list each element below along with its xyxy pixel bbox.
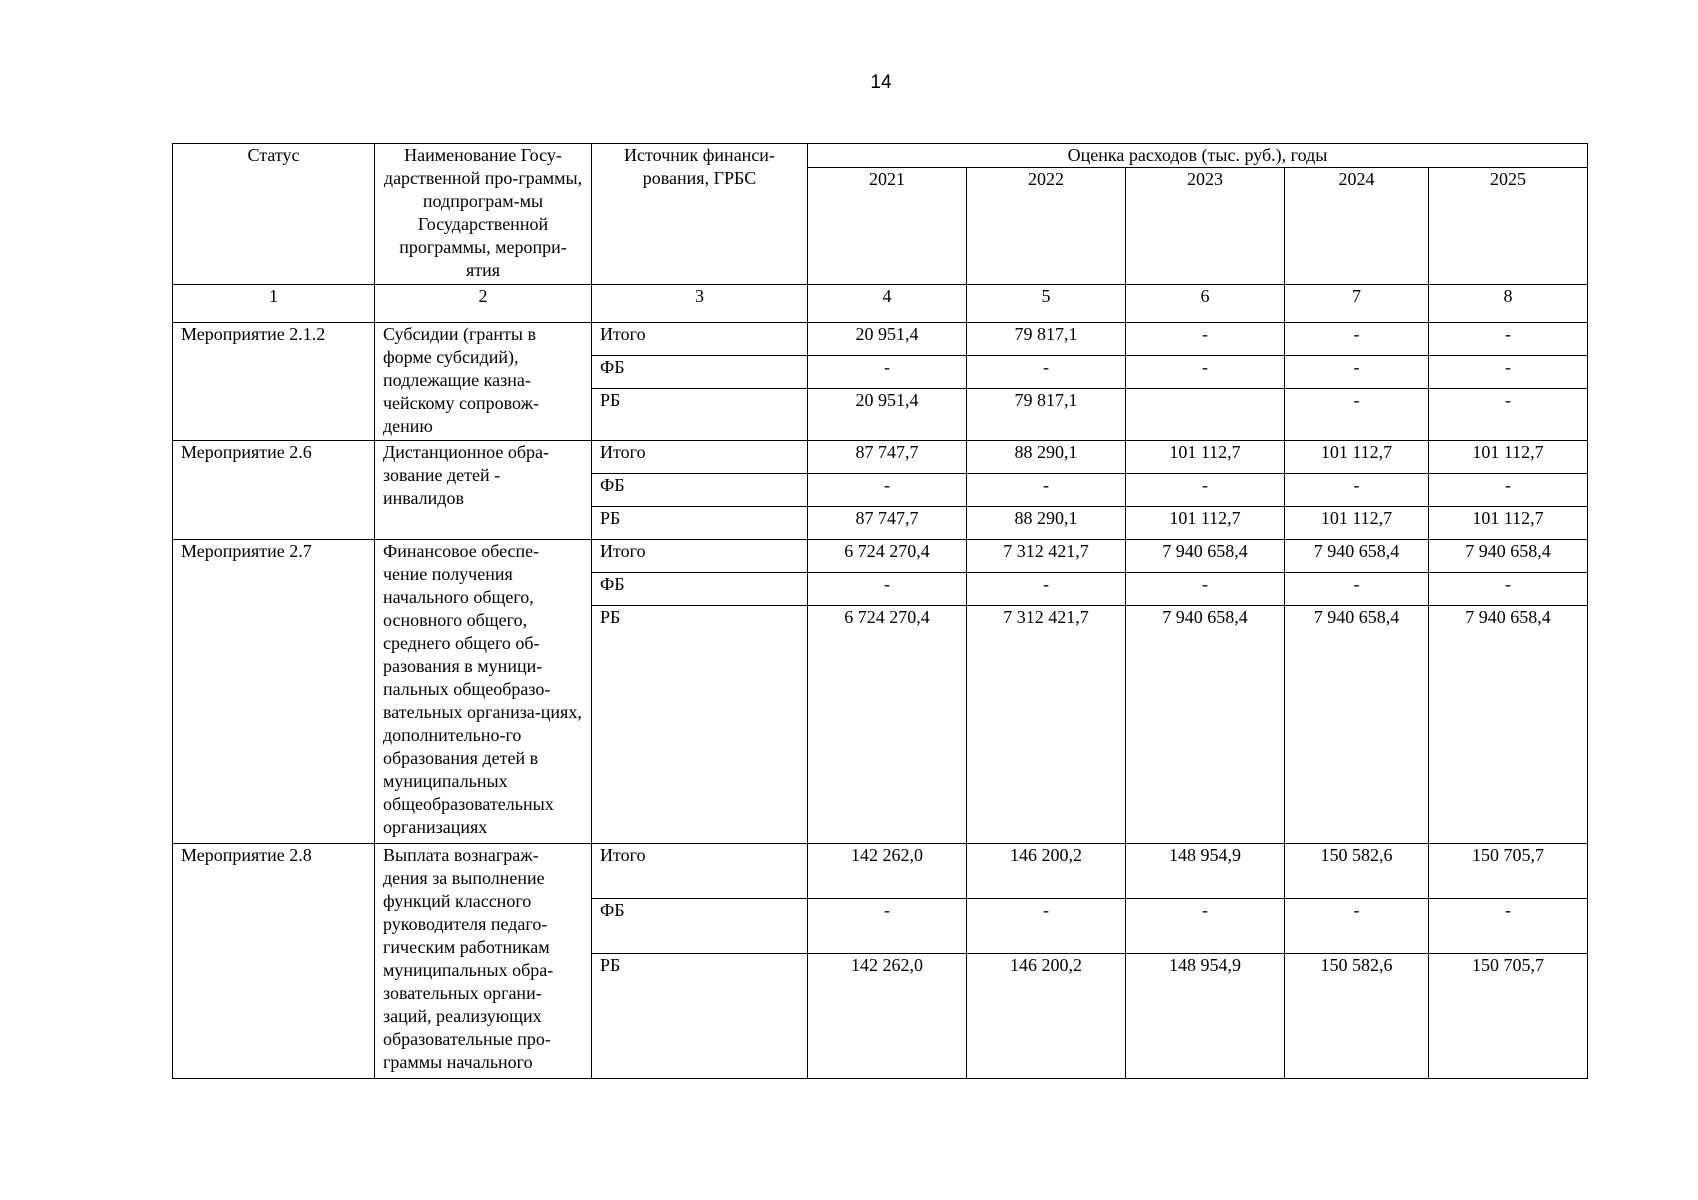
row-value: 7 940 658,4 [1126, 540, 1285, 573]
row-source: ФБ [592, 899, 808, 954]
row-name: Финансовое обеспе-чение получения начального общего, основного общего, среднего общего об-разования в муници-пальных общеобразо-вательных организа-циях, дополнительно-го образования детей в муниципальных общеобразовательных организациях [375, 540, 592, 844]
header-row [173, 144, 1588, 168]
row-value: 7 940 658,4 [1126, 606, 1285, 844]
row-value: 20 951,4 [808, 323, 967, 356]
row-value: 87 747,7 [808, 441, 967, 474]
table-row [173, 441, 1588, 474]
header-year: 2024 [1285, 168, 1429, 285]
column-number: 6 [1126, 285, 1285, 323]
column-number: 2 [375, 285, 592, 323]
row-value: - [1285, 573, 1429, 606]
row-name: Субсидии (гранты в форме субсидий), подлежащие казна-чейскому сопровож-дению [375, 323, 592, 441]
row-value: 146 200,2 [967, 844, 1126, 899]
budget-table [172, 143, 1588, 1079]
row-value: 101 112,7 [1429, 507, 1588, 540]
row-value: 150 705,7 [1429, 954, 1588, 1079]
row-value: - [967, 899, 1126, 954]
row-value: - [967, 573, 1126, 606]
row-value: 79 817,1 [967, 323, 1126, 356]
row-value: - [1285, 356, 1429, 389]
row-value: 7 940 658,4 [1285, 540, 1429, 573]
row-value: 101 112,7 [1429, 441, 1588, 474]
row-value: 142 262,0 [808, 954, 967, 1079]
row-source: Итого [592, 441, 808, 474]
row-value: - [1429, 323, 1588, 356]
row-value: - [1126, 573, 1285, 606]
row-source: РБ [592, 606, 808, 844]
row-value: - [1126, 356, 1285, 389]
row-value: 6 724 270,4 [808, 540, 967, 573]
row-value: 148 954,9 [1126, 844, 1285, 899]
row-value: 150 582,6 [1285, 844, 1429, 899]
row-value: - [967, 474, 1126, 507]
row-value: - [1126, 323, 1285, 356]
row-value: - [1429, 389, 1588, 441]
header-status: Статус [173, 144, 375, 285]
row-value: 101 112,7 [1126, 441, 1285, 474]
row-value: 146 200,2 [967, 954, 1126, 1079]
row-value: 7 940 658,4 [1285, 606, 1429, 844]
column-number: 7 [1285, 285, 1429, 323]
row-value: 101 112,7 [1285, 441, 1429, 474]
header-year: 2025 [1429, 168, 1588, 285]
row-source: РБ [592, 954, 808, 1079]
column-number: 8 [1429, 285, 1588, 323]
row-value: - [967, 356, 1126, 389]
row-status: Мероприятие 2.6 [173, 441, 375, 540]
row-value: 79 817,1 [967, 389, 1126, 441]
row-value: - [1285, 474, 1429, 507]
header-name: Наименование Госу-дарственной про-граммы, подпрограм-мы Государственной программы, меропри-ятия [375, 144, 592, 285]
row-name: Дистанционное обра-зование детей - инвалидов [375, 441, 592, 540]
row-value: - [808, 899, 967, 954]
row-value: - [1285, 899, 1429, 954]
row-value: - [1429, 474, 1588, 507]
row-value: - [1429, 356, 1588, 389]
column-number: 4 [808, 285, 967, 323]
row-source: РБ [592, 389, 808, 441]
row-value: - [1126, 899, 1285, 954]
row-value: - [1429, 573, 1588, 606]
row-value: - [1126, 474, 1285, 507]
header-year: 2022 [967, 168, 1126, 285]
column-number: 5 [967, 285, 1126, 323]
row-value: 150 582,6 [1285, 954, 1429, 1079]
row-status: Мероприятие 2.1.2 [173, 323, 375, 441]
row-source: ФБ [592, 474, 808, 507]
row-value: 87 747,7 [808, 507, 967, 540]
row-value: 6 724 270,4 [808, 606, 967, 844]
row-source: РБ [592, 507, 808, 540]
row-value: - [808, 356, 967, 389]
column-number: 1 [173, 285, 375, 323]
row-source: Итого [592, 540, 808, 573]
row-value [1126, 389, 1285, 441]
header-estimate: Оценка расходов (тыс. руб.), годы [808, 144, 1588, 168]
row-value: 88 290,1 [967, 441, 1126, 474]
table-row [173, 540, 1588, 573]
row-value: 7 312 421,7 [967, 606, 1126, 844]
row-value: 148 954,9 [1126, 954, 1285, 1079]
column-number-row [173, 285, 1588, 323]
page-number: 14 [870, 72, 892, 93]
row-source: Итого [592, 323, 808, 356]
row-value: 88 290,1 [967, 507, 1126, 540]
row-source: ФБ [592, 356, 808, 389]
row-status: Мероприятие 2.7 [173, 540, 375, 844]
row-value: - [808, 573, 967, 606]
table-row [173, 844, 1588, 899]
header-year: 2021 [808, 168, 967, 285]
row-value: 150 705,7 [1429, 844, 1588, 899]
row-value: 101 112,7 [1285, 507, 1429, 540]
row-value: 7 940 658,4 [1429, 540, 1588, 573]
column-number: 3 [592, 285, 808, 323]
table-row [173, 323, 1588, 356]
row-value: 7 940 658,4 [1429, 606, 1588, 844]
row-value: 142 262,0 [808, 844, 967, 899]
row-value: - [1285, 389, 1429, 441]
row-value: - [1285, 323, 1429, 356]
header-source: Источник финанси-рования, ГРБС [592, 144, 808, 285]
row-value: 7 312 421,7 [967, 540, 1126, 573]
row-source: ФБ [592, 573, 808, 606]
row-status: Мероприятие 2.8 [173, 844, 375, 1079]
row-value: 101 112,7 [1126, 507, 1285, 540]
row-value: - [808, 474, 967, 507]
header-year: 2023 [1126, 168, 1285, 285]
row-value: 20 951,4 [808, 389, 967, 441]
row-value: - [1429, 899, 1588, 954]
row-name: Выплата вознаграж-дения за выполнение функций классного руководителя педаго-гическим работникам муниципальных обра-зовательных органи-заций, реализующих образовательные про-граммы начального [375, 844, 592, 1079]
row-source: Итого [592, 844, 808, 899]
